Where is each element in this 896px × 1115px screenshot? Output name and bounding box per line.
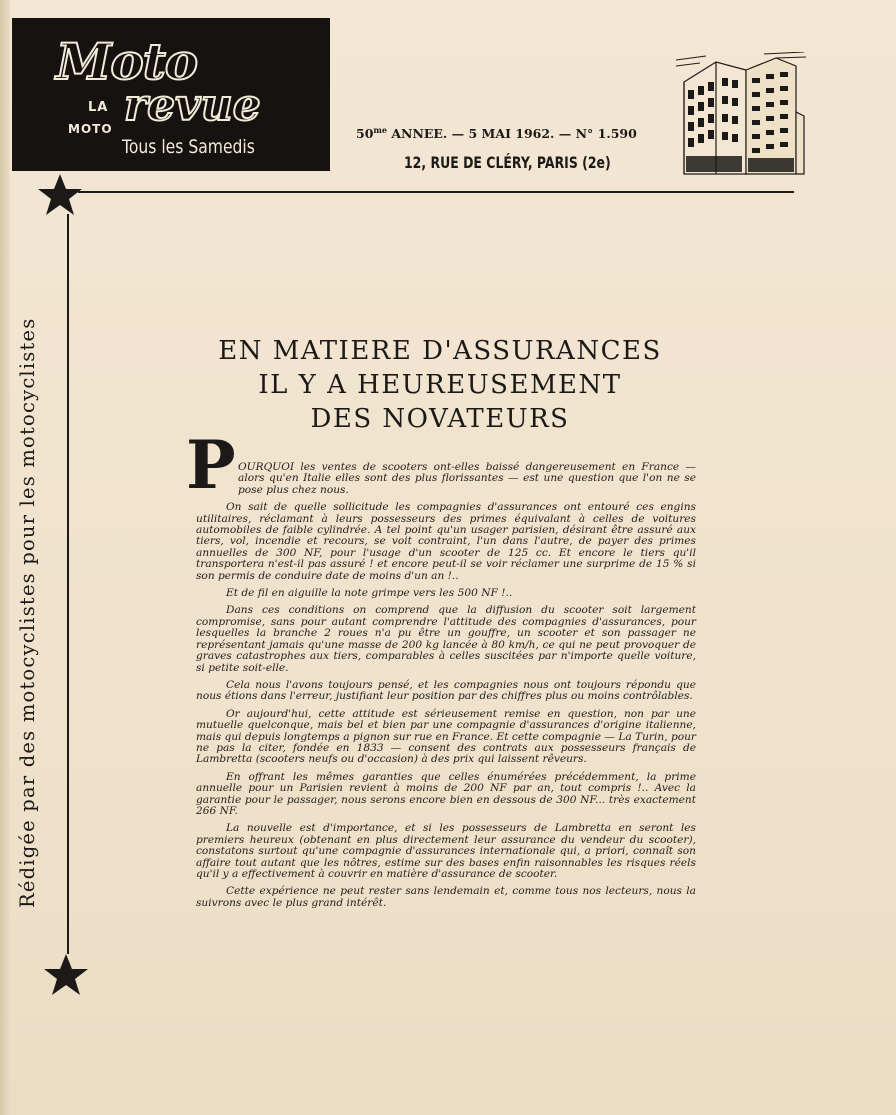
headline-line: IL Y A HEUREUSEMENT	[258, 370, 622, 400]
article-paragraph: Cette expérience ne peut rester sans lendemain et, comme tous nos lecteurs, nous la suivrons avec le plus grand intérêt.	[196, 885, 696, 909]
logo-word-revue: revue	[124, 80, 261, 131]
star-icon	[42, 952, 90, 998]
article-paragraph: Dans ces conditions on comprend que la diffusion du scooter soit largement compromise, sans pour autant comprendre l'attitude des compagnies d'assurances, pour lesquelles la branche 2 roues n'a pu être un gouffre, un scooter et son passager ne représentant jamais qu'une masse de 200 kg lancée à 80 km/h, ce qui ne peut provoquer de graves catastrophes aux tiers, comparables à celles suscitées par n'importe quelle voiture, si petite soit-elle.	[196, 604, 696, 674]
logo-moto-small: MOTO	[68, 122, 113, 136]
article-paragraph: On sait de quelle sollicitude les compagnies d'assurances ont entouré ces engins utilitaires, réclamant à leurs possesseurs des primes équivalant à celles de voitures automobiles de faible cylindrée. A tel point qu'un usager parisien, désirant être assuré aux tiers, vol, incendie et recours, se voit contraint, l'un dans l'autre, de payer des primes annuelles de 300 NF, pour l'usage d'un scooter de 125 cc. Et encore le tiers qu'il transportera n'est-il pas assuré ! et encore peut-il se voir réclamer une surprime de 15 % si son permis de conduire date de moins d'un an !..	[196, 501, 696, 582]
building-illustration-icon	[676, 52, 806, 176]
article-paragraph: En offrant les mêmes garanties que celles énumérées précédemment, la prime annuelle pour un Parisien revient à moins de 200 NF par an, tout compris !.. Avec la garantie pour le passager, nous serons encore bien en dessous de 300 NF... très exactement 266 NF.	[196, 770, 696, 817]
star-icon	[36, 172, 84, 218]
article-paragraph: Cela nous l'avons toujours pensé, et les compagnies nous ont toujours répondu que nous étions dans l'erreur, justifiant leur position par des chiffres plus ou moins contrôlables.	[196, 678, 696, 703]
article-body	[196, 462, 696, 915]
article-paragraph: Or aujourd'hui, cette attitude est sérieusement remise en question, non par une mutuelle quelconque, mais bel et bien par une compagnie d'assurances d'origine italienne, mais qui depuis longtemps a pignon sur rue en France. Et cette compagnie — La Turin, pour ne pas la citer, fondée en 1833 — consent des contrats aux possesseurs français de Lambretta (scooters neufs ou d'occasion) à des prix qui laissent rêveurs.	[196, 707, 696, 766]
issue-year-suffix: me	[373, 125, 387, 135]
article-paragraph: OURQUOI les ventes de scooters ont-elles baissé dangereusement en France — alors qu'en Italie elles sont des plus florissantes — est une question que l'on ne se pose plus chez nous.	[238, 461, 696, 496]
issue-date-number: ANNEE. — 5 MAI 1962. — N° 1.590	[391, 126, 637, 142]
issue-address: 12, RUE DE CLÉRY, PARIS (2e)	[404, 153, 611, 172]
drop-cap: P	[186, 426, 236, 504]
vertical-slogan: Rédigée par des motocyclistes pour les motocyclistes	[16, 317, 39, 908]
article-headline	[160, 334, 720, 436]
sidebar-divider	[67, 214, 69, 954]
article-paragraph: Et de fil en aiguille la note grimpe vers les 500 NF !..	[226, 587, 513, 600]
header-divider	[78, 191, 794, 193]
masthead-tagline: Tous les Samedis	[122, 136, 255, 158]
logo-word-moto: Moto	[56, 32, 198, 91]
page-edge	[0, 0, 10, 1115]
issue-info	[356, 125, 637, 141]
masthead-logo-block	[12, 18, 330, 171]
logo-la: LA	[88, 100, 109, 115]
article-paragraph: La nouvelle est d'importance, et si les possesseurs de Lambretta en seront les premiers heureux (obtenant en plus directement leur assurance du vendeur du scooter), constatons surtout qu'une compagnie d'assurances internationale qui, a priori, connaît son affaire tout autant que les nôtres, estime sur des bases enfin raisonnables les risques réels qu'il y a effectivement à couvrir en matière d'assurance de scooter.	[196, 822, 696, 880]
issue-year-number: 50	[356, 126, 374, 142]
headline-line: EN MATIERE D'ASSURANCES	[218, 336, 662, 366]
headline-line: DES NOVATEURS	[310, 404, 570, 434]
